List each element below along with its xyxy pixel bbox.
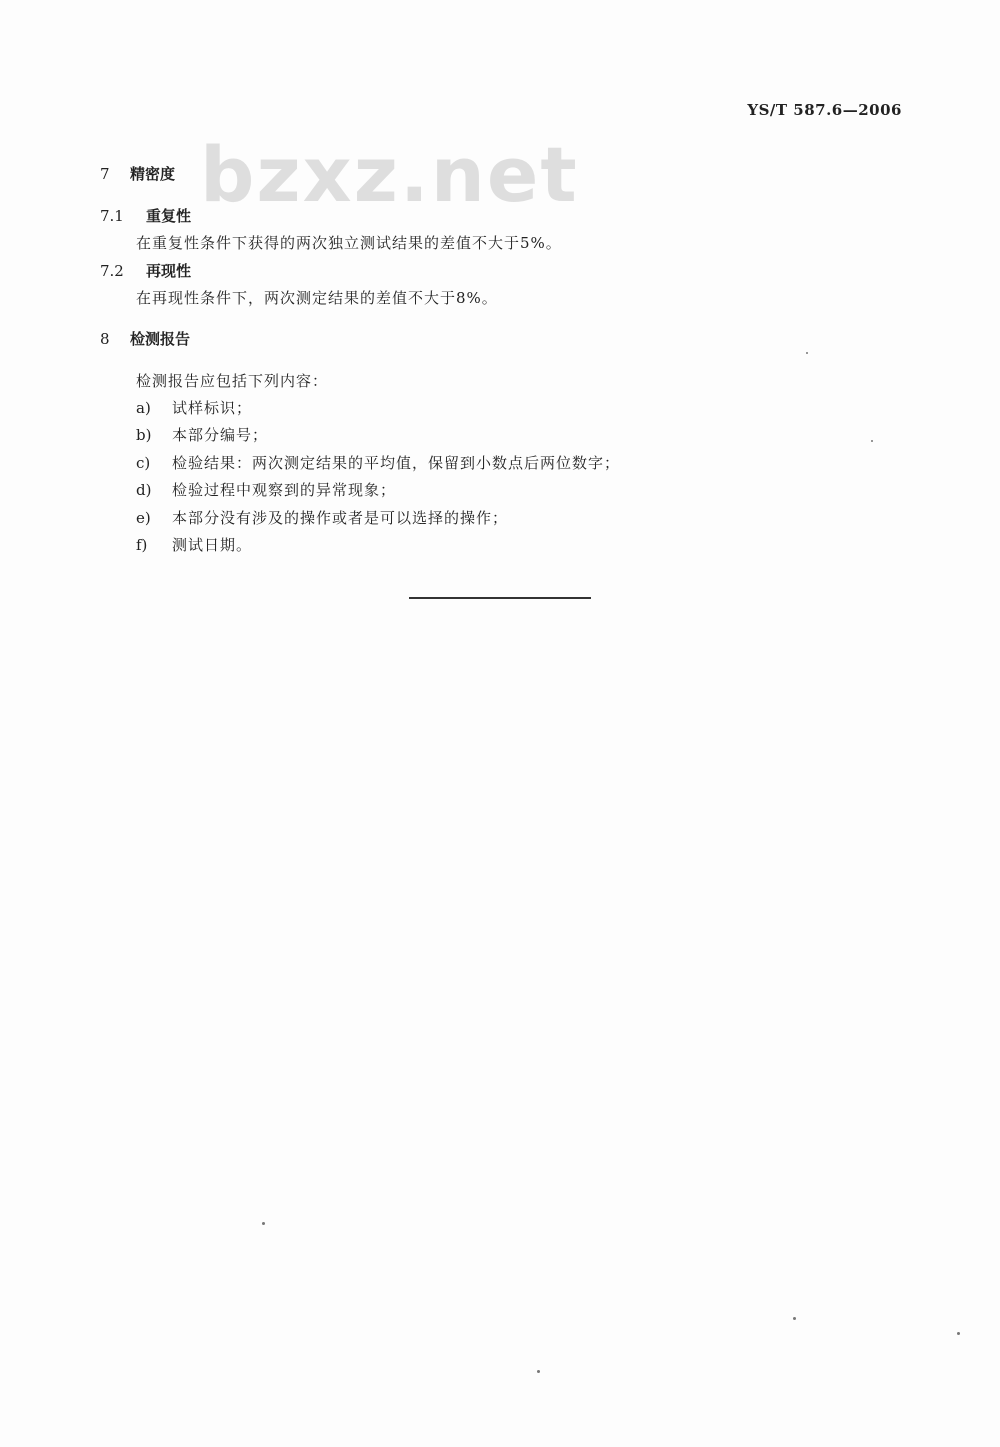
section-7-1-title: 重复性 (146, 207, 192, 225)
section-7-2-number: 7.2 (100, 262, 124, 280)
section-8-heading (100, 328, 190, 349)
list-item-text: 本部分没有涉及的操作或者是可以选择的操作； (172, 509, 509, 527)
list-item (136, 534, 252, 555)
scan-speck (262, 1222, 265, 1225)
scan-speck (537, 1370, 540, 1373)
list-item-label: c) (136, 454, 151, 472)
list-item-label: a) (136, 399, 151, 417)
section-7-number: 7 (100, 165, 110, 183)
section-7-2-title: 再现性 (146, 262, 192, 280)
standard-code: YS/T 587.6—2006 (747, 101, 902, 119)
list-item-text: 检验过程中观察到的异常现象； (172, 481, 397, 499)
list-item-label: d) (136, 481, 152, 499)
section-8-number: 8 (100, 330, 110, 348)
list-item-text: 本部分编号； (172, 426, 269, 444)
list-item (136, 479, 396, 500)
list-item-text: 试样标识； (172, 399, 253, 417)
section-7-2-text: 在再现性条件下，两次测定结果的差值不大于8%。 (136, 289, 498, 307)
list-item (136, 507, 508, 528)
section-7-1-heading (100, 205, 191, 226)
list-item-label: f) (136, 536, 148, 554)
end-rule (409, 597, 591, 599)
section-7-2-heading (100, 260, 191, 281)
section-8-intro: 检测报告应包括下列内容： (136, 372, 329, 390)
list-item-label: e) (136, 509, 151, 527)
watermark: bzxz.net (200, 130, 579, 219)
section-7-title: 精密度 (130, 165, 176, 183)
section-7-1-text: 在重复性条件下获得的两次独立测试结果的差值不大于5%。 (136, 234, 562, 252)
scan-speck (871, 440, 873, 442)
list-item (136, 397, 252, 418)
section-7-heading (100, 163, 175, 184)
list-item-text: 测试日期。 (172, 536, 253, 554)
scan-speck (806, 352, 808, 354)
section-8-title: 检测报告 (130, 330, 191, 348)
scan-speck (793, 1317, 796, 1320)
list-item-text: 检验结果：两次测定结果的平均值，保留到小数点后两位数字； (172, 454, 621, 472)
list-item (136, 452, 620, 473)
section-7-1-number: 7.1 (100, 207, 124, 225)
list-item-label: b) (136, 426, 152, 444)
list-item (136, 424, 268, 445)
scan-speck (957, 1332, 960, 1335)
